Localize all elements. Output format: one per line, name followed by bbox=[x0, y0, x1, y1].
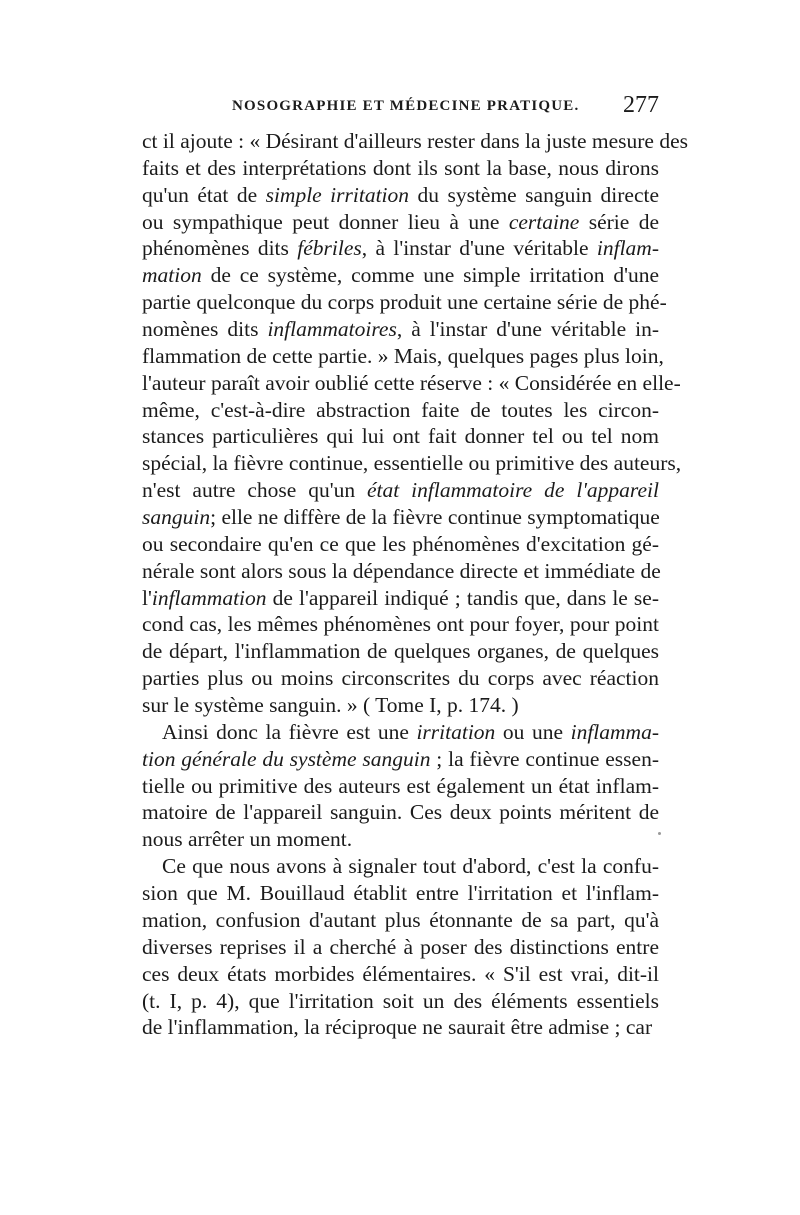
text-segment: de l'appareil indiqué ; tandis que, dans le se- bbox=[266, 585, 659, 610]
italic-segment: tion générale du système sanguin bbox=[142, 746, 431, 771]
text-segment: nomènes dits bbox=[142, 317, 268, 342]
text-line bbox=[142, 585, 659, 612]
italic-segment: état inflammatoire de l'appareil bbox=[367, 478, 659, 503]
body-text bbox=[142, 128, 688, 1041]
italic-segment: inflammation bbox=[151, 585, 267, 610]
text-segment: l' bbox=[142, 585, 152, 610]
text-segment: ; elle ne diffère de la fièvre continue symptomatique bbox=[210, 505, 660, 530]
text-line bbox=[142, 397, 659, 424]
text-line bbox=[142, 477, 659, 504]
text-segment: ou sympathique peut donner lieu à une bbox=[142, 209, 509, 234]
text-line bbox=[142, 450, 682, 477]
italic-segment: mation bbox=[142, 263, 202, 288]
text-line bbox=[142, 638, 659, 665]
text-segment: faits et des interprétations dont ils sont la base, nous dirons bbox=[142, 155, 659, 180]
text-line bbox=[142, 1014, 659, 1041]
text-segment: parties plus ou moins circonscrites du corps avec réaction bbox=[142, 666, 659, 691]
text-line bbox=[142, 799, 659, 826]
text-line bbox=[142, 826, 659, 853]
text-segment: série de bbox=[579, 209, 659, 234]
text-segment: ou une bbox=[495, 719, 571, 744]
text-segment: nérale sont alors sous la dépendance directe et immédiate de bbox=[142, 558, 661, 583]
text-line bbox=[142, 880, 659, 907]
text-segment: mation, confusion d'autant plus étonnante de sa part, qu'à bbox=[142, 907, 659, 932]
text-segment: ct il ajoute : « Désirant d'ailleurs rester dans la juste mesure des bbox=[142, 129, 688, 153]
text-segment: qu'un état de bbox=[142, 182, 266, 207]
text-segment: sur le système sanguin. » ( Tome I, p. 174. ) bbox=[142, 693, 519, 718]
text-segment: partie quelconque du corps produit une certaine série de phé- bbox=[142, 290, 667, 315]
text-segment: Ce que nous avons à signaler tout d'abord, c'est la confu- bbox=[162, 854, 659, 879]
text-line bbox=[142, 746, 659, 773]
text-line bbox=[142, 558, 659, 585]
text-line bbox=[142, 853, 659, 880]
italic-segment: inflamma- bbox=[570, 719, 659, 744]
italic-segment: inflammatoires bbox=[267, 317, 397, 342]
text-line bbox=[142, 611, 659, 638]
text-line bbox=[142, 423, 659, 450]
text-segment: ; la fièvre continue essen- bbox=[430, 746, 659, 771]
text-segment: de départ, l'inflammation de quelques organes, de quelques bbox=[142, 639, 659, 664]
speck-mark bbox=[658, 832, 661, 835]
text-line bbox=[142, 209, 659, 236]
text-segment: , à l'instar d'une véritable bbox=[361, 236, 597, 261]
text-segment: Ainsi donc la fièvre est une bbox=[162, 719, 417, 744]
text-line bbox=[142, 961, 659, 988]
text-segment: de l'inflammation, la réciproque ne saurait être admise ; car bbox=[142, 1015, 653, 1040]
italic-segment: simple irritation bbox=[265, 182, 410, 207]
text-segment: phénomènes dits bbox=[142, 236, 298, 261]
running-head: NOSOGRAPHIE ET MÉDECINE PRATIQUE. bbox=[232, 98, 580, 114]
text-segment: cond cas, les mêmes phénomènes ont pour foyer, pour point bbox=[142, 612, 659, 637]
text-segment: matoire de l'appareil sanguin. Ces deux points méritent de bbox=[142, 800, 659, 825]
text-segment: de ce système, comme une simple irritation d'une bbox=[201, 263, 659, 288]
text-line bbox=[142, 692, 659, 719]
page-header bbox=[142, 92, 659, 122]
text-line bbox=[142, 182, 659, 209]
text-line bbox=[142, 262, 659, 289]
text-line bbox=[142, 316, 659, 343]
text-line bbox=[142, 665, 659, 692]
italic-segment: irritation bbox=[416, 719, 496, 744]
text-segment: du système sanguin directe bbox=[409, 182, 660, 207]
text-segment: tielle ou primitive des auteurs est également un état inflam- bbox=[142, 773, 659, 798]
text-segment: nous arrêter un moment. bbox=[142, 827, 353, 852]
text-line bbox=[142, 988, 659, 1015]
text-segment: , à l'instar d'une véritable in- bbox=[396, 317, 659, 342]
text-line bbox=[142, 773, 659, 800]
text-segment: sion que M. Bouillaud établit entre l'irritation et l'inflam- bbox=[142, 881, 659, 906]
text-line bbox=[142, 719, 659, 746]
text-segment: (t. I, p. 4), que l'irritation soit un des éléments essentiels bbox=[142, 988, 659, 1013]
text-segment: spécial, la fièvre continue, essentielle ou primitive des auteurs, bbox=[142, 451, 682, 476]
text-segment: stances particulières qui lui ont fait donner tel ou tel nom bbox=[142, 424, 659, 449]
text-line bbox=[142, 155, 659, 182]
text-line bbox=[142, 370, 681, 397]
italic-segment: fébriles bbox=[297, 236, 362, 261]
text-line bbox=[142, 934, 659, 961]
text-line bbox=[142, 907, 659, 934]
text-line bbox=[142, 128, 688, 155]
text-segment: flammation de cette partie. » Mais, quelques pages plus loin, bbox=[142, 343, 664, 368]
text-segment: diverses reprises il a cherché à poser des distinctions entre bbox=[142, 934, 659, 959]
text-segment: ces deux états morbides élémentaires. « S'il est vrai, dit-il bbox=[142, 961, 659, 986]
text-segment: n'est autre chose qu'un bbox=[142, 478, 368, 503]
italic-segment: certaine bbox=[508, 209, 580, 234]
text-segment: ou secondaire qu'en ce que les phénomènes d'excitation gé- bbox=[142, 531, 659, 556]
text-line bbox=[142, 504, 659, 531]
italic-segment: inflam- bbox=[596, 236, 659, 261]
text-line bbox=[142, 235, 659, 262]
italic-segment: sanguin bbox=[142, 505, 211, 530]
text-line bbox=[142, 289, 667, 316]
text-line bbox=[142, 343, 664, 370]
text-segment: l'auteur paraît avoir oublié cette réserve : « Considérée en elle- bbox=[142, 370, 681, 395]
page-number: 277 bbox=[623, 92, 659, 118]
text-segment: même, c'est-à-dire abstraction faite de toutes les circon- bbox=[142, 397, 659, 422]
text-line bbox=[142, 531, 659, 558]
